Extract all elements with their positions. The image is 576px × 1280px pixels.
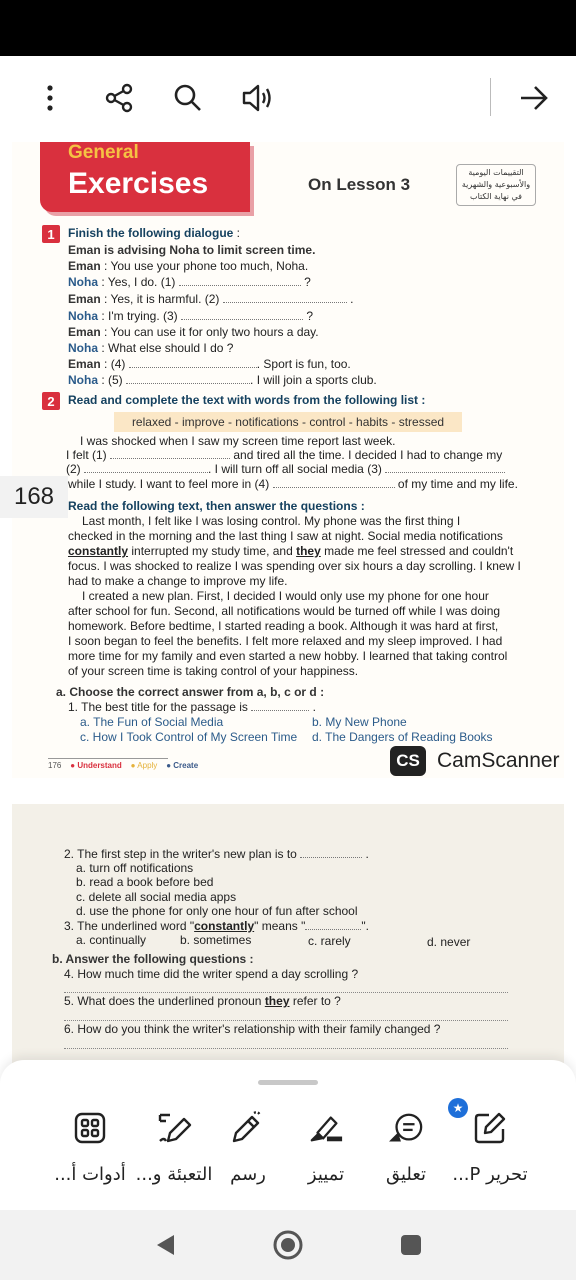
blank[interactable] [300, 848, 362, 858]
exercise-number-badge: 2 [42, 392, 60, 410]
tool-label: تعليق [385, 1164, 427, 1185]
word-list-box: relaxed - improve - notifications - control - habits - stressed [114, 412, 462, 432]
option-d[interactable]: d. The Dangers of Reading Books [312, 730, 493, 744]
passage-line: I soon began to feel the benefits. I felt more relaxed and my sleep improved. I had [68, 634, 503, 648]
blank-3[interactable] [385, 463, 505, 473]
exercises-banner [40, 142, 250, 212]
underlined-pronoun: they [264, 994, 290, 1008]
more-vert-icon[interactable] [30, 78, 70, 118]
tools-grid-icon [72, 1108, 108, 1148]
tool-label: تحرير P... [452, 1164, 528, 1185]
question-1: 1. The best title for the passage is . [68, 700, 316, 714]
question-2: 2. The first step in the writer's new plan is to . [64, 847, 369, 861]
search-icon[interactable] [168, 78, 208, 118]
forward-arrow-icon[interactable] [514, 78, 554, 118]
passage-line: constantly interrupted my study time, and they made me feel stressed and couldn't [68, 544, 514, 558]
dialogue-intro: Eman is advising Noha to limit screen time. [68, 243, 316, 257]
option-a[interactable]: a. continually [76, 933, 147, 947]
recents-icon[interactable] [394, 1228, 428, 1262]
passage-line: focus. I was shocked to realize I was spending over six hours a day scrolling. I knew I [68, 559, 521, 573]
dialogue-line: Noha : (5) . I will join a sports club. [68, 373, 377, 387]
exercise-3-title: Read the following text, then answer the questions : [68, 499, 365, 513]
blank-1[interactable] [179, 276, 301, 286]
underlined-word: constantly [68, 544, 129, 558]
tool-label: أدوات أ... [54, 1164, 126, 1185]
passage-line: after school for fun. Second, all notifications would be turned off while I was doing [68, 604, 501, 618]
section-a-title: a. Choose the correct answer from a, b, c or d : [56, 685, 325, 699]
blank-5[interactable] [126, 374, 250, 384]
highlight-icon [308, 1108, 344, 1148]
dialogue-line: Eman : You use your phone too much, Noha. [68, 259, 309, 273]
question-3: 3. The underlined word "constantly" means " ". [64, 919, 369, 933]
question-6: 6. How do you think the writer's relationship with their family changed ? [64, 1022, 441, 1036]
comment-icon [388, 1108, 424, 1148]
status-bar [0, 0, 576, 56]
banner-small-title: General [68, 142, 139, 163]
dialogue-line: Eman : You can use it for only two hours a day. [68, 325, 319, 339]
document-page-2[interactable] [12, 804, 564, 1064]
draw-icon [230, 1108, 266, 1148]
blank[interactable] [251, 701, 309, 711]
tool-label: تمييز [307, 1164, 345, 1185]
camscanner-text: CamScanner [437, 749, 560, 772]
blank-1[interactable] [110, 449, 230, 459]
option-a[interactable]: a. turn off notifications [76, 861, 194, 875]
dialogue-line: Noha : I'm trying. (3) ? [68, 309, 314, 323]
tool-label: رسم [230, 1164, 266, 1185]
answer-line[interactable] [64, 1048, 508, 1049]
camscanner-logo: CS [390, 746, 426, 776]
share-icon[interactable] [99, 78, 139, 118]
underlined-word: constantly [194, 919, 255, 933]
read-aloud-icon[interactable] [238, 78, 278, 118]
text-line: while I study. I want to feel more in (4) of my time and my life. [68, 477, 518, 491]
tool-more-tools[interactable] [42, 1108, 138, 1198]
question-5: 5. What does the underlined pronoun they refer to ? [64, 994, 341, 1008]
section-b-title: b. Answer the following questions : [52, 952, 254, 966]
text-line: (2) . I will turn off all social media (3) [66, 462, 505, 476]
blank[interactable] [305, 920, 361, 930]
premium-star-icon: ★ [448, 1098, 468, 1118]
assessment-note-line: في نهاية الكتاب [470, 192, 522, 201]
option-b[interactable]: b. read a book before bed [76, 875, 214, 889]
home-icon[interactable] [271, 1228, 305, 1262]
option-c[interactable]: c. delete all social media apps [76, 890, 237, 904]
option-b[interactable]: b. My New Phone [312, 715, 407, 729]
option-c[interactable]: c. How I Took Control of My Screen Time [80, 730, 298, 744]
answer-line[interactable] [64, 1020, 508, 1021]
text-line: I was shocked when I saw my screen time report last week. [80, 434, 396, 448]
dialogue-line: Eman : Yes, it is harmful. (2) . [68, 292, 354, 306]
blank-4[interactable] [129, 358, 257, 368]
page-number-indicator: 168 [0, 476, 68, 518]
option-d[interactable]: d. never [427, 935, 471, 949]
assessment-note-line: التقييمات اليومية [468, 168, 524, 177]
footer-rule [48, 758, 168, 759]
exercise-1-title: Finish the following dialogue : [68, 226, 240, 240]
blank-2[interactable] [84, 463, 208, 473]
option-b[interactable]: b. sometimes [180, 933, 252, 947]
dialogue-line: Noha : What else should I do ? [68, 341, 234, 355]
assessment-note-box [456, 164, 536, 206]
page-footer: 176 ● Understand ● Apply ● Create [48, 761, 199, 770]
banner-big-title: Exercises [68, 167, 209, 200]
question-4: 4. How much time did the writer spend a day scrolling ? [64, 967, 359, 981]
tool-comment[interactable] [358, 1108, 454, 1198]
text-line: I felt (1) and tired all the time. I decided I had to change my [66, 448, 503, 462]
underlined-pronoun: they [296, 544, 321, 558]
page-gap [0, 778, 576, 804]
edit-pdf-icon [472, 1108, 508, 1148]
sheet-drag-handle[interactable] [258, 1080, 318, 1085]
exercise-number-badge: 1 [42, 225, 60, 243]
tool-edit-pdf[interactable] [442, 1108, 538, 1198]
passage-line: checked in the morning and the last thing I saw at night. Social media notifications [68, 529, 503, 543]
passage-line: more time for my family and even started a new hobby. I learned that taking control [68, 649, 508, 663]
passage-line: homework. Before bedtime, I started reading a book. Although it was hard at first, [68, 619, 499, 633]
answer-line[interactable] [64, 992, 508, 993]
option-c[interactable]: c. rarely [308, 934, 351, 948]
passage-line: I created a new plan. First, I decided I would only use my phone for one hour [82, 589, 489, 603]
annotation-tools-sheet [0, 1060, 576, 1210]
dialogue-line: Noha : Yes, I do. (1) ? [68, 275, 311, 289]
option-d[interactable]: d. use the phone for only one hour of fun after school [76, 904, 358, 918]
system-navigation-bar [0, 1210, 576, 1280]
document-page-1[interactable] [12, 142, 564, 778]
back-icon[interactable] [148, 1228, 182, 1262]
tool-label: التعبئة و... [135, 1164, 213, 1185]
blank-4[interactable] [273, 478, 395, 488]
toolbar-divider [490, 78, 491, 116]
option-a[interactable]: a. The Fun of Social Media [80, 715, 224, 729]
exercise-2-title: Read and complete the text with words from the following list : [68, 393, 426, 407]
passage-line: Last month, I felt like I was losing control. My phone was the first thing I [82, 514, 461, 528]
passage-line: of your screen time is taking control of your happiness. [68, 664, 359, 678]
lesson-title: On Lesson 3 [308, 175, 411, 194]
assessment-note-line: والأسبوعية والشهرية [461, 180, 531, 189]
blank-2[interactable] [223, 293, 347, 303]
blank-3[interactable] [181, 310, 303, 320]
camscanner-watermark [390, 744, 560, 778]
dialogue-line: Eman : (4) . Sport is fun, too. [68, 357, 351, 371]
passage-line: had to make a change to improve my life. [68, 574, 288, 588]
fill-sign-icon [156, 1108, 192, 1148]
top-toolbar [0, 56, 576, 140]
